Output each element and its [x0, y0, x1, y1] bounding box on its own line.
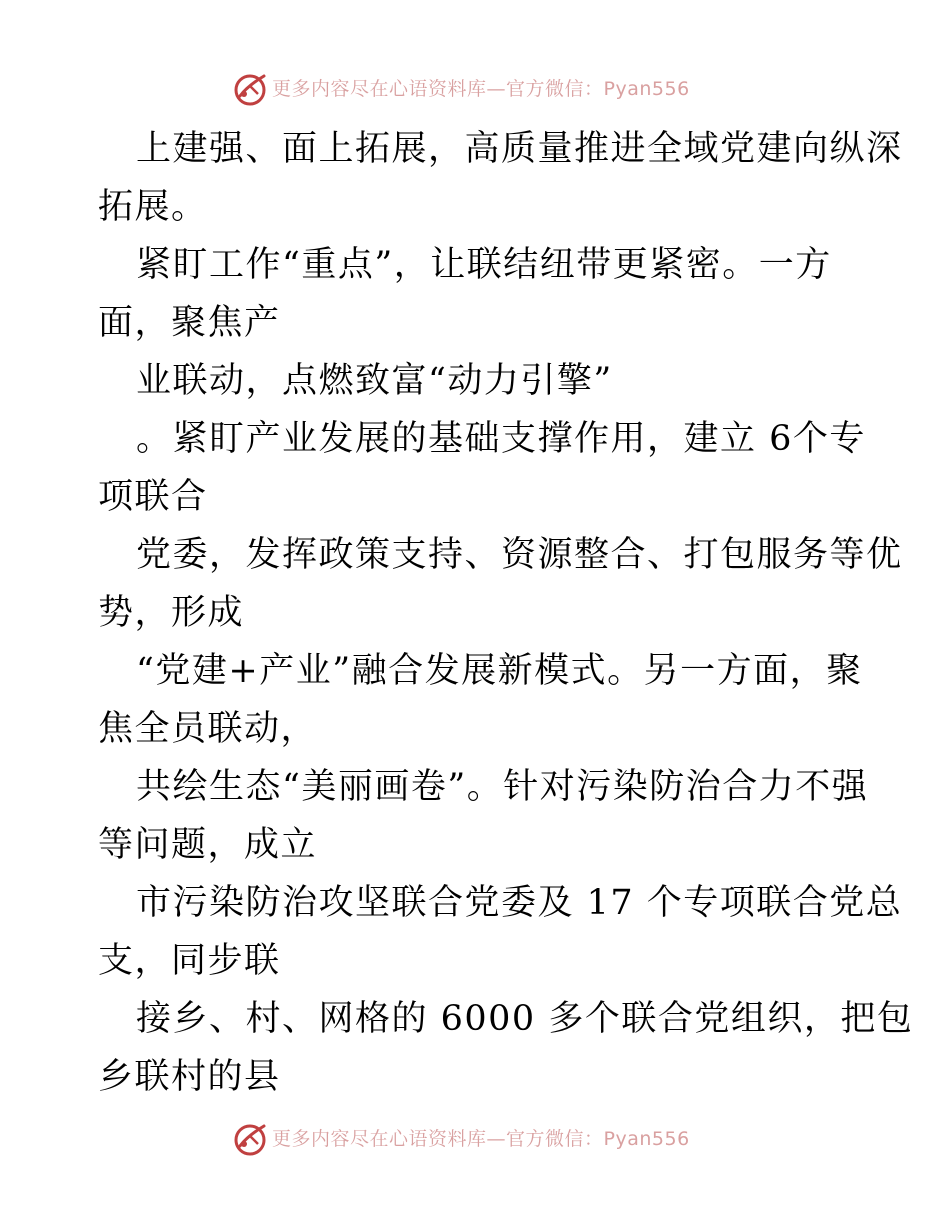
text-line: “党建+产业”融合发展新模式。另一方面，聚	[136, 651, 863, 691]
text-line: 接乡、村、网格的 6000 多个联合党组织，把包	[136, 999, 914, 1039]
text-line: 势，形成	[98, 593, 245, 633]
text-line: 市污染防治攻坚联合党委及 17 个专项联合党总	[136, 883, 903, 923]
text-line: 等问题，成立	[98, 825, 318, 865]
text-line: 共绘生态“美丽画卷”。针对污染防治合力不强	[136, 767, 869, 807]
footer-label: 更多内容尽在心语资料库—官方微信：	[272, 1128, 604, 1150]
text-line: 项联合	[98, 477, 208, 517]
text-line: 乡联村的县	[98, 1057, 281, 1097]
text-line: 紧盯工作“重点”，让联结纽带更紧密。一方	[136, 245, 832, 285]
pen-logo-icon	[232, 1122, 268, 1158]
header-text	[272, 76, 690, 102]
footer-banner	[0, 1120, 950, 1160]
pen-logo-icon	[232, 72, 268, 108]
text-line: 业联动，点燃致富“动力引擎”	[136, 361, 613, 401]
text-line: 拓展。	[98, 187, 208, 227]
footer-wechat-id: Pyan556	[603, 1128, 690, 1150]
header-wechat-id: Pyan556	[603, 78, 690, 100]
text-line: 党委，发挥政策支持、资源整合、打包服务等优	[136, 535, 903, 575]
text-line: 支，同步联	[98, 941, 281, 981]
header-banner	[0, 70, 950, 110]
text-line: 焦全员联动，	[98, 709, 318, 749]
text-line: 面，聚焦产	[98, 303, 281, 343]
body-text	[98, 120, 914, 1106]
text-line: 。紧盯产业发展的基础支撑作用，建立 6个专	[136, 419, 866, 459]
text-line: 上建强、面上拓展，高质量推进全域党建向纵深	[136, 129, 903, 169]
header-label: 更多内容尽在心语资料库—官方微信：	[272, 78, 604, 100]
footer-text	[272, 1126, 690, 1152]
